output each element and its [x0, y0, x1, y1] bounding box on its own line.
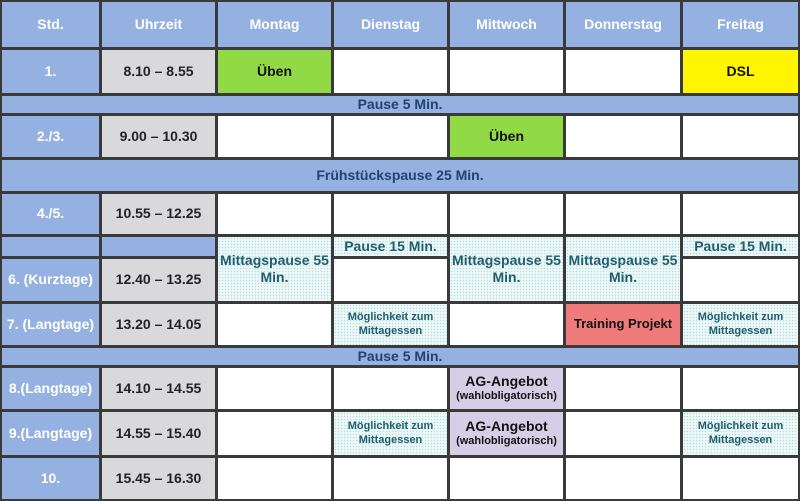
lunch-break-montag: Mittagspause 55 Min. — [218, 237, 331, 301]
row-9-freitag-mittagessen: Möglichkeit zum Mittagessen — [683, 412, 798, 455]
breakfast-pause-bar: Frühstückspause 25 Min. — [2, 160, 798, 191]
pause-bar-1: Pause 5 Min. — [2, 96, 798, 113]
row-7-std: 7. (Langtage) — [2, 304, 99, 345]
row-8-freitag — [683, 368, 798, 409]
row-10-time: 15.45 – 16.30 — [102, 458, 215, 499]
row-6-freitag — [683, 259, 798, 301]
header-montag: Montag — [218, 2, 331, 47]
row-10-montag — [218, 458, 331, 499]
ag-title: AG-Angebot — [465, 372, 548, 389]
row-8-donnerstag — [566, 368, 680, 409]
row-45-freitag — [683, 194, 798, 234]
row-1-freitag-dsl: DSL — [683, 50, 798, 93]
lunch-break-donnerstag: Mittagspause 55 Min. — [566, 237, 680, 301]
row-7-donnerstag-training: Training Projekt — [566, 304, 680, 345]
row-23-std: 2./3. — [2, 116, 99, 157]
row-10-std: 10. — [2, 458, 99, 499]
row-8-montag — [218, 368, 331, 409]
row-7-dienstag-mittagessen: Möglichkeit zum Mittagessen — [334, 304, 447, 345]
header-mittwoch: Mittwoch — [450, 2, 563, 47]
row-45-donnerstag — [566, 194, 680, 234]
row-9-dienstag-mittagessen: Möglichkeit zum Mittagessen — [334, 412, 447, 455]
spacer-std — [2, 237, 99, 256]
row-1-donnerstag — [566, 50, 680, 93]
spacer-time — [102, 237, 215, 256]
row-7-mittwoch — [450, 304, 563, 345]
row-7-montag — [218, 304, 331, 345]
row-10-freitag — [683, 458, 798, 499]
pause15-dienstag: Pause 15 Min. — [334, 237, 447, 256]
row-8-dienstag — [334, 368, 447, 409]
row-1-montag-ueben: Üben — [218, 50, 331, 93]
row-1-mittwoch — [450, 50, 563, 93]
pause15-freitag: Pause 15 Min. — [683, 237, 798, 256]
row-9-montag — [218, 412, 331, 455]
row-23-time: 9.00 – 10.30 — [102, 116, 215, 157]
row-7-freitag-mittagessen: Möglichkeit zum Mittagessen — [683, 304, 798, 345]
row-6-dienstag — [334, 259, 447, 301]
row-45-mittwoch — [450, 194, 563, 234]
header-dienstag: Dienstag — [334, 2, 447, 47]
row-8-mittwoch-ag — [450, 368, 563, 409]
row-1-time: 8.10 – 8.55 — [102, 50, 215, 93]
row-10-mittwoch — [450, 458, 563, 499]
row-9-time: 14.55 – 15.40 — [102, 412, 215, 455]
row-45-time: 10.55 – 12.25 — [102, 194, 215, 234]
row-7-time: 13.20 – 14.05 — [102, 304, 215, 345]
lunch-break-mittwoch: Mittagspause 55 Min. — [450, 237, 563, 301]
row-45-montag — [218, 194, 331, 234]
header-donnerstag: Donnerstag — [566, 2, 680, 47]
row-45-dienstag — [334, 194, 447, 234]
row-23-dienstag — [334, 116, 447, 157]
row-1-std: 1. — [2, 50, 99, 93]
row-8-time: 14.10 – 14.55 — [102, 368, 215, 409]
ag-subtitle: (wahlobligatorisch) — [456, 435, 557, 448]
header-freitag: Freitag — [683, 2, 798, 47]
ag-subtitle: (wahlobligatorisch) — [456, 390, 557, 403]
row-6-time: 12.40 – 13.25 — [102, 259, 215, 301]
row-9-donnerstag — [566, 412, 680, 455]
ag-title: AG-Angebot — [465, 417, 548, 434]
row-1-dienstag — [334, 50, 447, 93]
header-std: Std. — [2, 2, 99, 47]
row-45-std: 4./5. — [2, 194, 99, 234]
row-23-donnerstag — [566, 116, 680, 157]
row-9-std: 9.(Langtage) — [2, 412, 99, 455]
row-9-mittwoch-ag — [450, 412, 563, 455]
row-8-std: 8.(Langtage) — [2, 368, 99, 409]
pause-bar-2: Pause 5 Min. — [2, 348, 798, 365]
row-23-montag — [218, 116, 331, 157]
row-23-mittwoch-ueben: Üben — [450, 116, 563, 157]
row-10-dienstag — [334, 458, 447, 499]
row-10-donnerstag — [566, 458, 680, 499]
header-uhrzeit: Uhrzeit — [102, 2, 215, 47]
row-6-std: 6. (Kurztage) — [2, 259, 99, 301]
row-23-freitag — [683, 116, 798, 157]
